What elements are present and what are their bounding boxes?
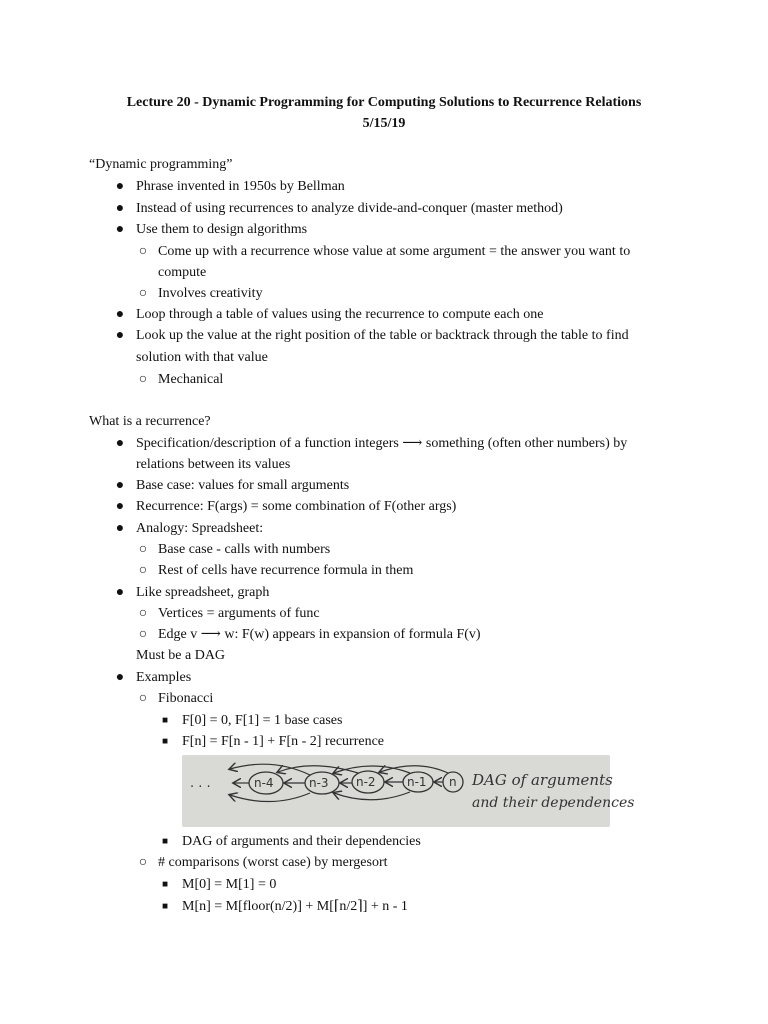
bullet: ○ [138, 691, 148, 706]
node-label: n-3 [309, 776, 329, 790]
list-item: Base case - calls with numbers [158, 542, 331, 557]
list-item: Recurrence: F(args) = some combination of F(other args) [136, 499, 457, 514]
list-item: Vertices = arguments of func [158, 606, 320, 621]
list-item: Like spreadsheet, graph [136, 585, 270, 600]
list-item: F[0] = 0, F[1] = 1 base cases [182, 713, 343, 728]
section-heading-recurrence: What is a recurrence? [89, 414, 211, 429]
node-label: n-1 [407, 775, 427, 789]
list-item: Edge v ⟶ w: F(w) appears in expansion of formula F(v) [158, 627, 481, 642]
list-item: Mechanical [158, 372, 224, 387]
bullet: ● [115, 670, 125, 685]
list-item: Loop through a table of values using the recurrence to compute each one [136, 307, 544, 322]
dag-edge [230, 764, 310, 775]
section-heading-dynamic-programming: “Dynamic programming” [89, 157, 233, 172]
bullet: ● [115, 222, 125, 237]
bullet: ■ [161, 901, 169, 912]
list-item: Phrase invented in 1950s by Bellman [136, 179, 345, 194]
dag-sketch [182, 755, 635, 827]
document-date: 5/15/19 [362, 116, 406, 131]
list-item: Look up the value at the right position of the table or backtrack through the table to find [136, 328, 629, 343]
list-item: Instead of using recurrences to analyze divide-and-conquer (master method) [136, 201, 563, 216]
list-item: Analogy: Spreadsheet: [136, 521, 264, 536]
bullet: ■ [161, 836, 169, 847]
bullet: ● [115, 436, 125, 451]
list-item: # comparisons (worst case) by mergesort [158, 855, 388, 870]
bullet: ● [115, 478, 125, 493]
list-item: F[n] = F[n - 1] + F[n - 2] recurrence [182, 734, 385, 749]
list-item: DAG of arguments and their dependencies [182, 834, 421, 849]
list-item-continuation: compute [158, 265, 207, 280]
list-item: M[0] = M[1] = 0 [182, 877, 277, 892]
list-item: Use them to design algorithms [136, 222, 308, 237]
dag-photo [182, 755, 635, 827]
list-item: Specification/description of a function integers ⟶ something (often other numbers) by [136, 436, 628, 451]
bullet: ○ [138, 372, 148, 387]
list-item: Base case: values for small arguments [136, 478, 350, 493]
list-item-note: Must be a DAG [136, 648, 226, 663]
bullet: ■ [161, 736, 169, 747]
list-item-continuation: relations between its values [136, 457, 291, 472]
document-title: Lecture 20 - Dynamic Programming for Computing Solutions to Recurrence Relations [126, 95, 642, 110]
bullet: ○ [138, 627, 148, 642]
bullet: ● [115, 179, 125, 194]
bullet: ■ [161, 715, 169, 726]
bullet: ● [115, 201, 125, 216]
node-label: n-2 [356, 775, 376, 789]
list-item: Examples [136, 670, 192, 685]
bullet: ● [115, 521, 125, 536]
list-item-continuation: solution with that value [136, 350, 268, 365]
bullet: ○ [138, 563, 148, 578]
bullet: ● [115, 585, 125, 600]
bullet: ○ [138, 244, 148, 259]
list-item: Rest of cells have recurrence formula in them [158, 563, 414, 578]
bullet: ○ [138, 855, 148, 870]
list-item: M[n] = M[floor(n/2)] + M[⌈n/2⌉] + n - 1 [182, 899, 408, 914]
list-item: Fibonacci [158, 691, 214, 706]
list-item: Come up with a recurrence whose value at some argument = the answer you want to [158, 244, 631, 259]
list-item: Involves creativity [158, 286, 263, 301]
bullet: ○ [138, 606, 148, 621]
bullet: ● [115, 328, 125, 343]
photo-caption: and their dependences [472, 795, 635, 811]
node-label: n-4 [254, 776, 274, 790]
bullet: ○ [138, 542, 148, 557]
node-label: n [449, 775, 457, 789]
photo-caption: DAG of arguments [472, 771, 613, 789]
ellipsis-text: . . . [190, 776, 211, 791]
bullet: ● [115, 307, 125, 322]
bullet: ● [115, 499, 125, 514]
bullet: ○ [138, 286, 148, 301]
bullet: ■ [161, 879, 169, 890]
